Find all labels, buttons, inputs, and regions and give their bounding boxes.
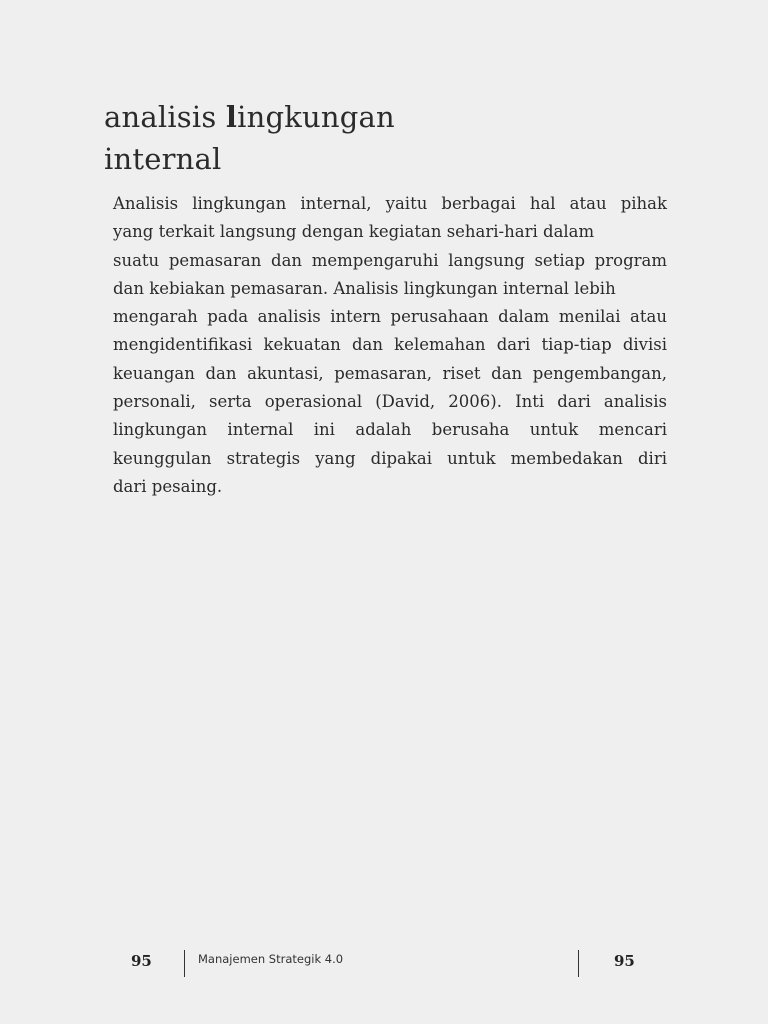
paragraph-line: dari pesaing.: [113, 476, 223, 496]
paragraph-line: lingkungan internal ini adalah berusaha untuk mencari: [113, 420, 667, 440]
paragraph-line: yang terkait langsung dengan kegiatan sehari-hari dalam: [113, 222, 595, 242]
running-footer-title: Manajemen Strategik 4.0: [198, 952, 344, 966]
heading-line-1: [104, 96, 504, 138]
heading-text-b: ingkungan: [237, 100, 395, 134]
paragraph-line: dan kebiakan pemasaran. Analisis lingkungan internal lebih: [113, 278, 616, 298]
body-paragraph: [113, 190, 667, 501]
paragraph-line: mengidentifikasi kekuatan dan kelemahan dari tiap-tiap divisi: [113, 335, 667, 355]
paragraph-line: personali, serta operasional (David, 2006). Inti dari analisis: [113, 392, 667, 412]
paragraph-line: mengarah pada analisis intern perusahaan dalam menilai atau: [113, 307, 667, 327]
paragraph-line: keunggulan strategis yang dipakai untuk membedakan diri: [113, 448, 667, 468]
page-number-left: 95: [131, 952, 152, 970]
paragraph-line: Analisis lingkungan internal, yaitu berbagai hal atau pihak: [113, 194, 667, 213]
footer-divider-right: [578, 950, 579, 977]
section-heading: [104, 96, 504, 180]
footer-divider-left: [184, 950, 185, 977]
heading-cap-letter: l: [225, 100, 238, 134]
heading-line-2: internal: [104, 142, 222, 176]
paragraph-line: suatu pemasaran dan mempengaruhi langsung setiap program: [113, 250, 667, 270]
page-number-right: 95: [614, 952, 635, 970]
heading-text-a: analisis: [104, 100, 226, 134]
paragraph-line: keuangan dan akuntasi, pemasaran, riset dan pengembangan,: [113, 363, 667, 383]
